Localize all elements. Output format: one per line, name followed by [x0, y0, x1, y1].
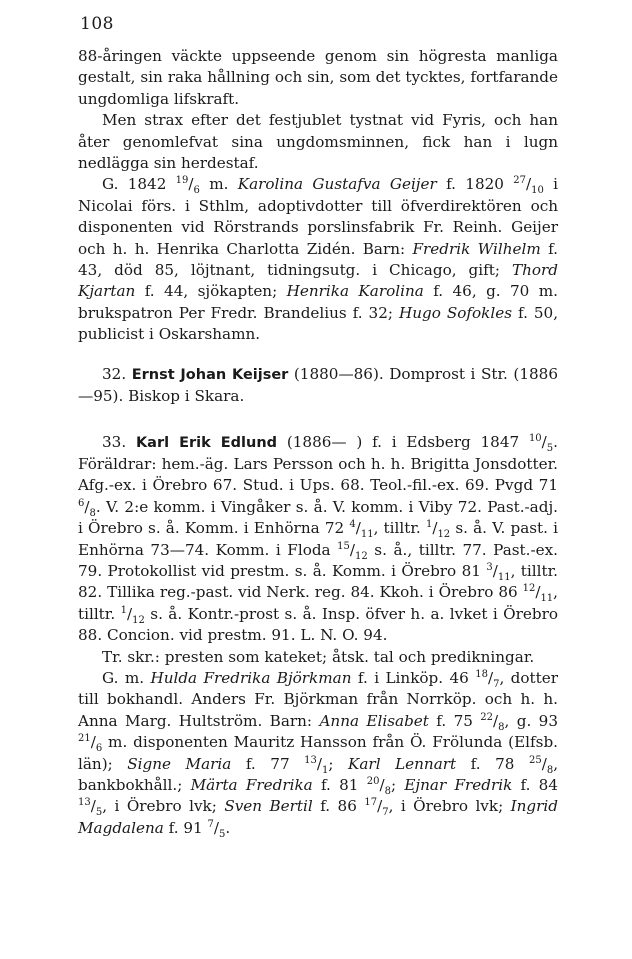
entry-name: Ernst Johan Keijser — [131, 366, 289, 383]
marriage-paragraph: G. 1842 $^{19}/_6$ m. Karolina Gustafva Geijer f. 1820 $^{27}/_{10}$ i Nicolai förs. i Sthlm, adoptivdotter till öfverdirektören och disponenten vid Rörstrands porslinsfabrik Fr. Reinh. Geijer och h. h. Henrika Charlotta Zidén. Barn: Fredrik Wilhelm f. 43, död 85, löjtnant, tidningsutg. i Chicago, gift; Thord Kjartan f. 44, sjökapten; Henrika Karolina f. 46, g. 70 m. brukspatron Per Fredr. Brandelius f. 32; Hugo Sofokles f. 50, publicist i Oskarshamn. — [78, 175, 559, 344]
family-paragraph: G. m. Hulda Fredrika Björkman f. i Linköp. 46 $^{18}/_7$, dotter till bokhandl. Anders Fr. Björkman från Norrköp. och h. h. Anna Marg. Hultström. Barn: Anna Elisabet f. 75 $^{22}/_8$, g. 93 $^{21}/_6$ m. disponenten Mauritz Hansson från Ö. Frölunda (Elfsb. län); Signe Maria f. 77 $^{13}/_1$; Karl Lennart f. 78 $^{25}/_8$, bankbokhåll.; Märta Fredrika f. 81 $^{20}/_8$; Ejnar Fredrik f. 84 $^{13}/_5$, i Örebro lvk; Sven Bertil f. 86 $^{17}/_7$, i Örebro lvk; Ingrid Magdalena f. 91 $^7/_5$. — [78, 668, 559, 840]
writings-paragraph: Tr. skr.: presten som kateket; åtsk. tal och predikningar. — [102, 647, 535, 666]
paragraph: 88-åringen väckte uppseende genom sin högresta manliga gestalt, sin raka hållning och sin, som det tycktes, fortfarande ungdomliga lifskraft. — [78, 47, 558, 108]
page-number: 108 — [80, 14, 114, 34]
entry-33: 33. Karl Erik Edlund (1886— ) f. i Edsberg 1847 $^{10}/_5$. Föräldrar: hem.-äg. Lars Persson och h. h. Brigitta Jonsdotter. Afg.-ex. i Örebro 67. Stud. i Ups. 68. Teol.-fil.-ex. 69. Pvgd 71 $^6/_8$. V. 2:e komm. i Vingåker s. å. V. komm. i Viby 72. Past.-adj. i Örebro s. å. Komm. i Enhörna 72 $^4/_{11}$, tilltr. $^1/_{12}$ s. å. V. past. i Enhörna 73—74. Komm. i Floda $^{15}/_{12}$ s. å., tilltr. 77. Past.-ex. 79. Protokollist vid prestm. s. å. Komm. i Örebro 81 $^3/_{11}$, tilltr. 82. Tillika reg.-past. vid Nerk. reg. 84. Kkoh. i Örebro 86 $^{12}/_{11}$, tilltr. $^1/_{12}$ s. å. Kontr.-prost s. å. Insp. öfver h. a. lvket i Örebro 88. Concion. vid prestm. 91. L. N. O. 94. — [78, 432, 559, 645]
entry-32: 32. Ernst Johan Keijser (1880—86). Domprost i Str. (1886—95). Biskop i Skara. — [78, 364, 558, 406]
paragraph: Men strax efter det festjublet tystnat vid Fyris, och han åter genomlefvat sina ungdomsminnen, fick han i lugn nedlägga sin herdestaf. — [78, 111, 558, 173]
body-text — [78, 46, 558, 839]
entry-name: Karl Erik Edlund — [135, 434, 278, 451]
